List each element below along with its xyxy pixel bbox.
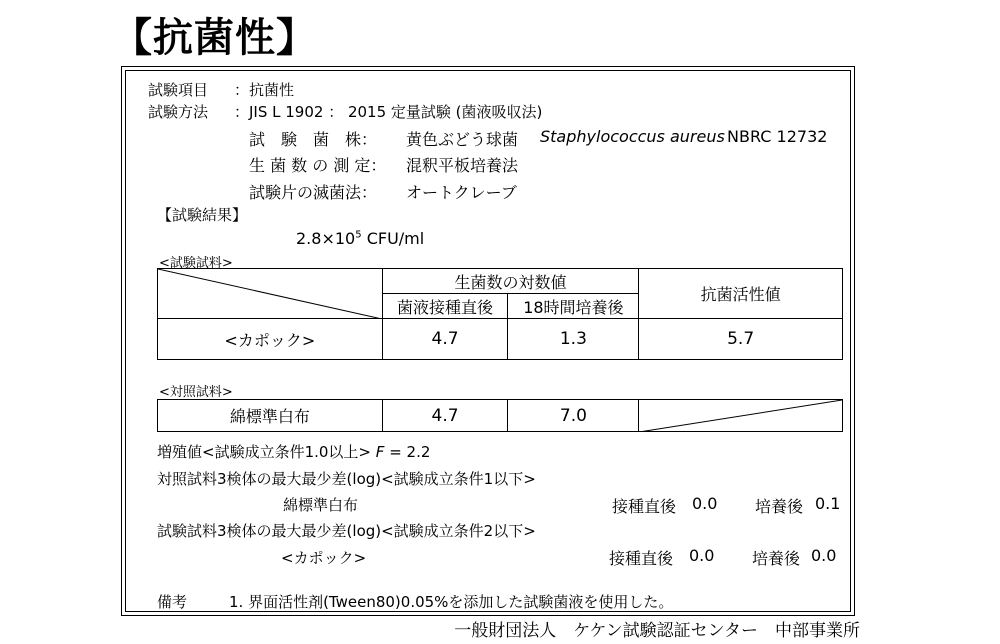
- table-row: [158, 319, 843, 360]
- growth-f-symbol: F: [375, 443, 385, 461]
- control-name-cell: 綿標準白布: [158, 400, 383, 432]
- control-difference-imm-label: 接種直後: [612, 497, 677, 516]
- growth-value-line: [157, 441, 430, 462]
- inoculum-exponent: 5: [355, 229, 362, 241]
- control-activity-empty-cell: [639, 400, 843, 432]
- bacteria-value: 黄色ぶどう球菌: [406, 130, 519, 149]
- sample-difference-after-label: 培養後: [752, 549, 801, 568]
- test-method-value: ：JIS L 1902 ： 2015 定量試験 (菌液吸収法): [234, 103, 543, 121]
- count-method-value: 混釈平板培養法: [406, 156, 519, 175]
- sample-immediate-cell: 4.7: [382, 319, 508, 360]
- control-difference-imm-value: 0.0: [692, 494, 718, 513]
- control-difference-name: 綿標準白布: [283, 496, 359, 514]
- sample-activity-cell: 5.7: [639, 319, 843, 360]
- immediate-header: 菌液接種直後: [382, 294, 508, 319]
- control-difference-after-value: 0.1: [815, 494, 841, 513]
- diagonal-line: [158, 269, 382, 319]
- sample-18h-cell: 1.3: [508, 319, 639, 360]
- inoculum-unit: CFU/ml: [366, 229, 425, 248]
- sample-difference-imm-value: 0.0: [689, 546, 715, 565]
- results-heading: 【試験結果】: [157, 206, 248, 224]
- issuer-footer: 一般財団法人 ケケン試験認証センター 中部事業所: [454, 621, 860, 641]
- after-18h-header: 18時間培養後: [508, 294, 639, 319]
- control-difference-label: 対照試料3検体の最大最少差(log)<試験成立条件1以下>: [157, 470, 536, 488]
- test-item-value: ：抗菌性: [234, 81, 295, 99]
- remarks-label: 備考: [157, 593, 188, 611]
- table-corner-cell: [158, 269, 383, 319]
- control-difference-after-label: 培養後: [755, 497, 804, 516]
- test-method-label: 試験方法: [148, 103, 209, 121]
- sample-results-table: [157, 268, 843, 360]
- control-18h-cell: 7.0: [508, 400, 639, 432]
- sample-difference-label: 試験試料3検体の最大最少差(log)<試験成立条件2以下>: [157, 522, 536, 540]
- bacteria-strain: NBRC 12732: [727, 127, 828, 146]
- antibacterial-activity-header: 抗菌活性値: [639, 269, 843, 319]
- log-count-header: 生菌数の対数値: [382, 269, 639, 294]
- bacteria-label: 試 験 菌 株：: [249, 130, 378, 149]
- sample-difference-after-value: 0.0: [811, 546, 837, 565]
- table-row: [158, 400, 843, 432]
- sample-name-cell: <カポック>: [158, 319, 383, 360]
- inoculum-mantissa: 2.8×10: [296, 229, 356, 248]
- count-method-label: 生 菌 数 の 測 定：: [249, 156, 387, 175]
- test-item-label: 試験項目: [148, 81, 209, 99]
- sample-difference-name: <カポック>: [281, 549, 367, 567]
- control-results-table: [157, 399, 843, 432]
- control-heading: <対照試料>: [159, 385, 233, 400]
- sample-difference-imm-label: 接種直後: [609, 549, 674, 568]
- growth-f-value: = 2.2: [389, 443, 431, 461]
- bacteria-species: Staphylococcus aureus: [540, 127, 725, 146]
- page-title: 【抗菌性】: [112, 15, 317, 61]
- sterilization-label: 試験片の滅菌法：: [249, 183, 378, 202]
- sample-heading: <試験試料>: [159, 256, 233, 271]
- remarks-text: 1. 界面活性剤(Tween80)0.05%を添加した試験菌液を使用した。: [229, 593, 674, 611]
- growth-value-label: 増殖値<試験成立条件1.0以上>: [157, 443, 371, 461]
- diagonal-line: [639, 400, 842, 432]
- sterilization-value: オートクレーブ: [406, 183, 517, 202]
- inoculum-concentration: [296, 229, 424, 248]
- control-immediate-cell: 4.7: [382, 400, 508, 432]
